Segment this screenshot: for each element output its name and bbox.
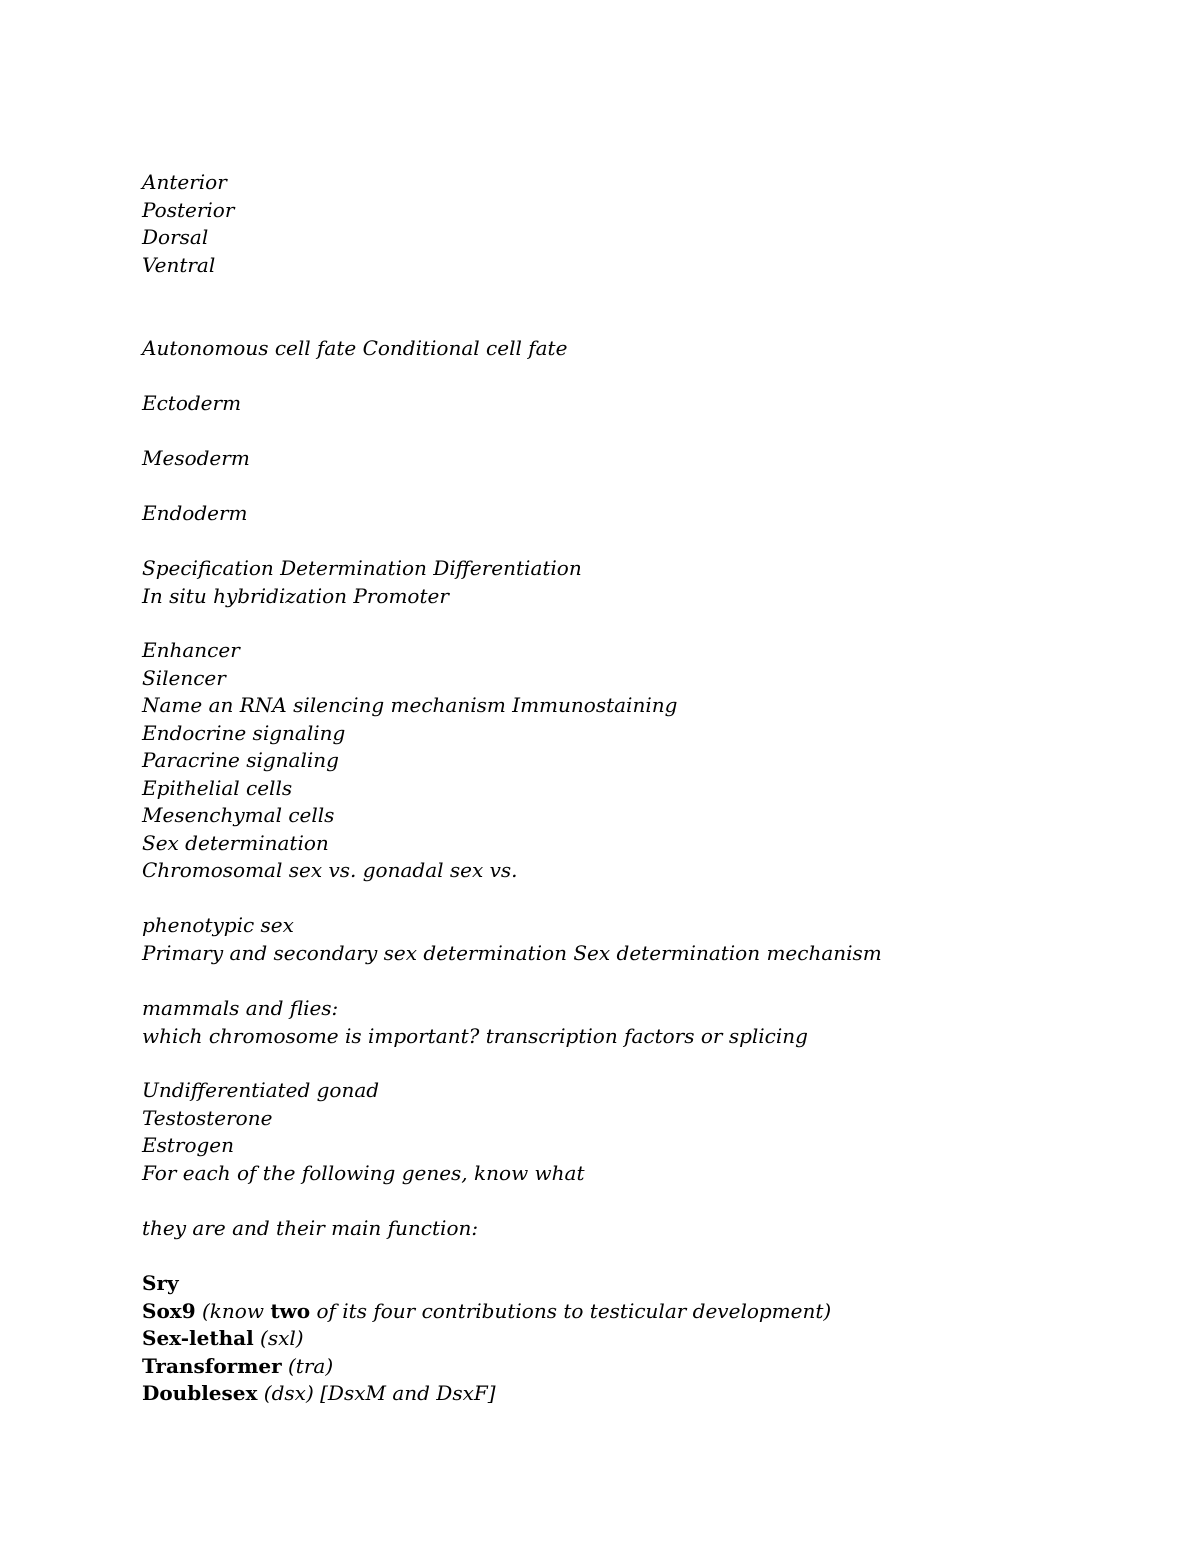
cell-fate-block (142, 335, 1142, 363)
term-estrogen: Estrogen (142, 1133, 235, 1157)
gene-sry-name: Sry (142, 1271, 179, 1295)
gene-sex-lethal-note: (sxl) (253, 1326, 304, 1350)
sex-group (142, 912, 1142, 967)
term-for-each-gene: For each of the following genes, know what (142, 1160, 585, 1185)
mammals-group (142, 995, 1142, 1050)
genes-intro-block (142, 1215, 1142, 1243)
term-in-situ: In situ hybridization Promoter (142, 583, 449, 608)
term-dorsal: Dorsal (142, 225, 209, 249)
term-posterior: Posterior (142, 197, 235, 222)
germ-layer-endoderm (142, 500, 1142, 528)
orientation-list (142, 169, 1142, 279)
term-primary-secondary: Primary and secondary sex determination Sex determination mechanism (142, 940, 882, 965)
term-endocrine: Endocrine signaling (142, 720, 346, 745)
gene-sox9-note-end: of its four contributions to testicular development) (310, 1298, 832, 1323)
term-endoderm: Endoderm (142, 501, 248, 525)
term-chromosomal-sex: Chromosomal sex vs. gonadal sex vs. (142, 858, 518, 882)
term-mesoderm: Mesoderm (142, 446, 250, 470)
term-silencer: Silencer (142, 665, 226, 690)
gene-sox9 (142, 1298, 1142, 1326)
gene-transformer-note: (tra) (281, 1353, 334, 1378)
term-genes-intro: they are and their main function: (142, 1216, 479, 1240)
gene-sex-lethal-name: Sex-lethal (142, 1326, 254, 1350)
term-undifferentiated-gonad: Undifferentiated gonad (142, 1078, 380, 1102)
gene-doublesex (142, 1380, 1142, 1408)
germ-layer-mesoderm (142, 445, 1142, 473)
term-testosterone: Testosterone (142, 1105, 273, 1130)
term-rna-silencing: Name an RNA silencing mechanism Immunostaining (142, 693, 678, 717)
term-specification: Specification Determination Differentiation (142, 556, 582, 580)
gene-sox9-note-start: (know (195, 1298, 271, 1323)
term-mesenchymal: Mesenchymal cells (142, 803, 335, 827)
term-sex-determination: Sex determination (142, 830, 329, 855)
term-epithelial: Epithelial cells (142, 775, 293, 800)
gene-sex-lethal (142, 1325, 1142, 1353)
term-mammals-flies: mammals and flies: (142, 996, 339, 1020)
terms-group (142, 637, 1142, 885)
term-paracrine: Paracrine signaling (142, 748, 339, 772)
gene-doublesex-name: Doublesex (142, 1381, 258, 1405)
term-anterior: Anterior (142, 170, 227, 194)
germ-layer-ectoderm (142, 390, 1142, 418)
specification-block (142, 555, 1142, 610)
genes-list (142, 1270, 1142, 1408)
gene-sox9-note-emphasis: two (270, 1298, 311, 1323)
term-phenotypic-sex: phenotypic sex (142, 913, 294, 937)
gonad-group (142, 1077, 1142, 1187)
term-which-chromosome: which chromosome is important? transcription factors or splicing (142, 1023, 808, 1048)
gene-doublesex-note: (dsx) [DsxM and DsxF] (257, 1381, 496, 1405)
term-ectoderm: Ectoderm (142, 391, 242, 415)
term-ventral: Ventral (142, 252, 216, 277)
gene-transformer (142, 1353, 1142, 1381)
gene-transformer-name: Transformer (142, 1353, 282, 1378)
gene-sox9-name: Sox9 (142, 1298, 196, 1323)
gene-sry (142, 1270, 1142, 1298)
term-enhancer: Enhancer (142, 638, 240, 662)
term-cell-fate: Autonomous cell fate Conditional cell fate (142, 336, 568, 360)
